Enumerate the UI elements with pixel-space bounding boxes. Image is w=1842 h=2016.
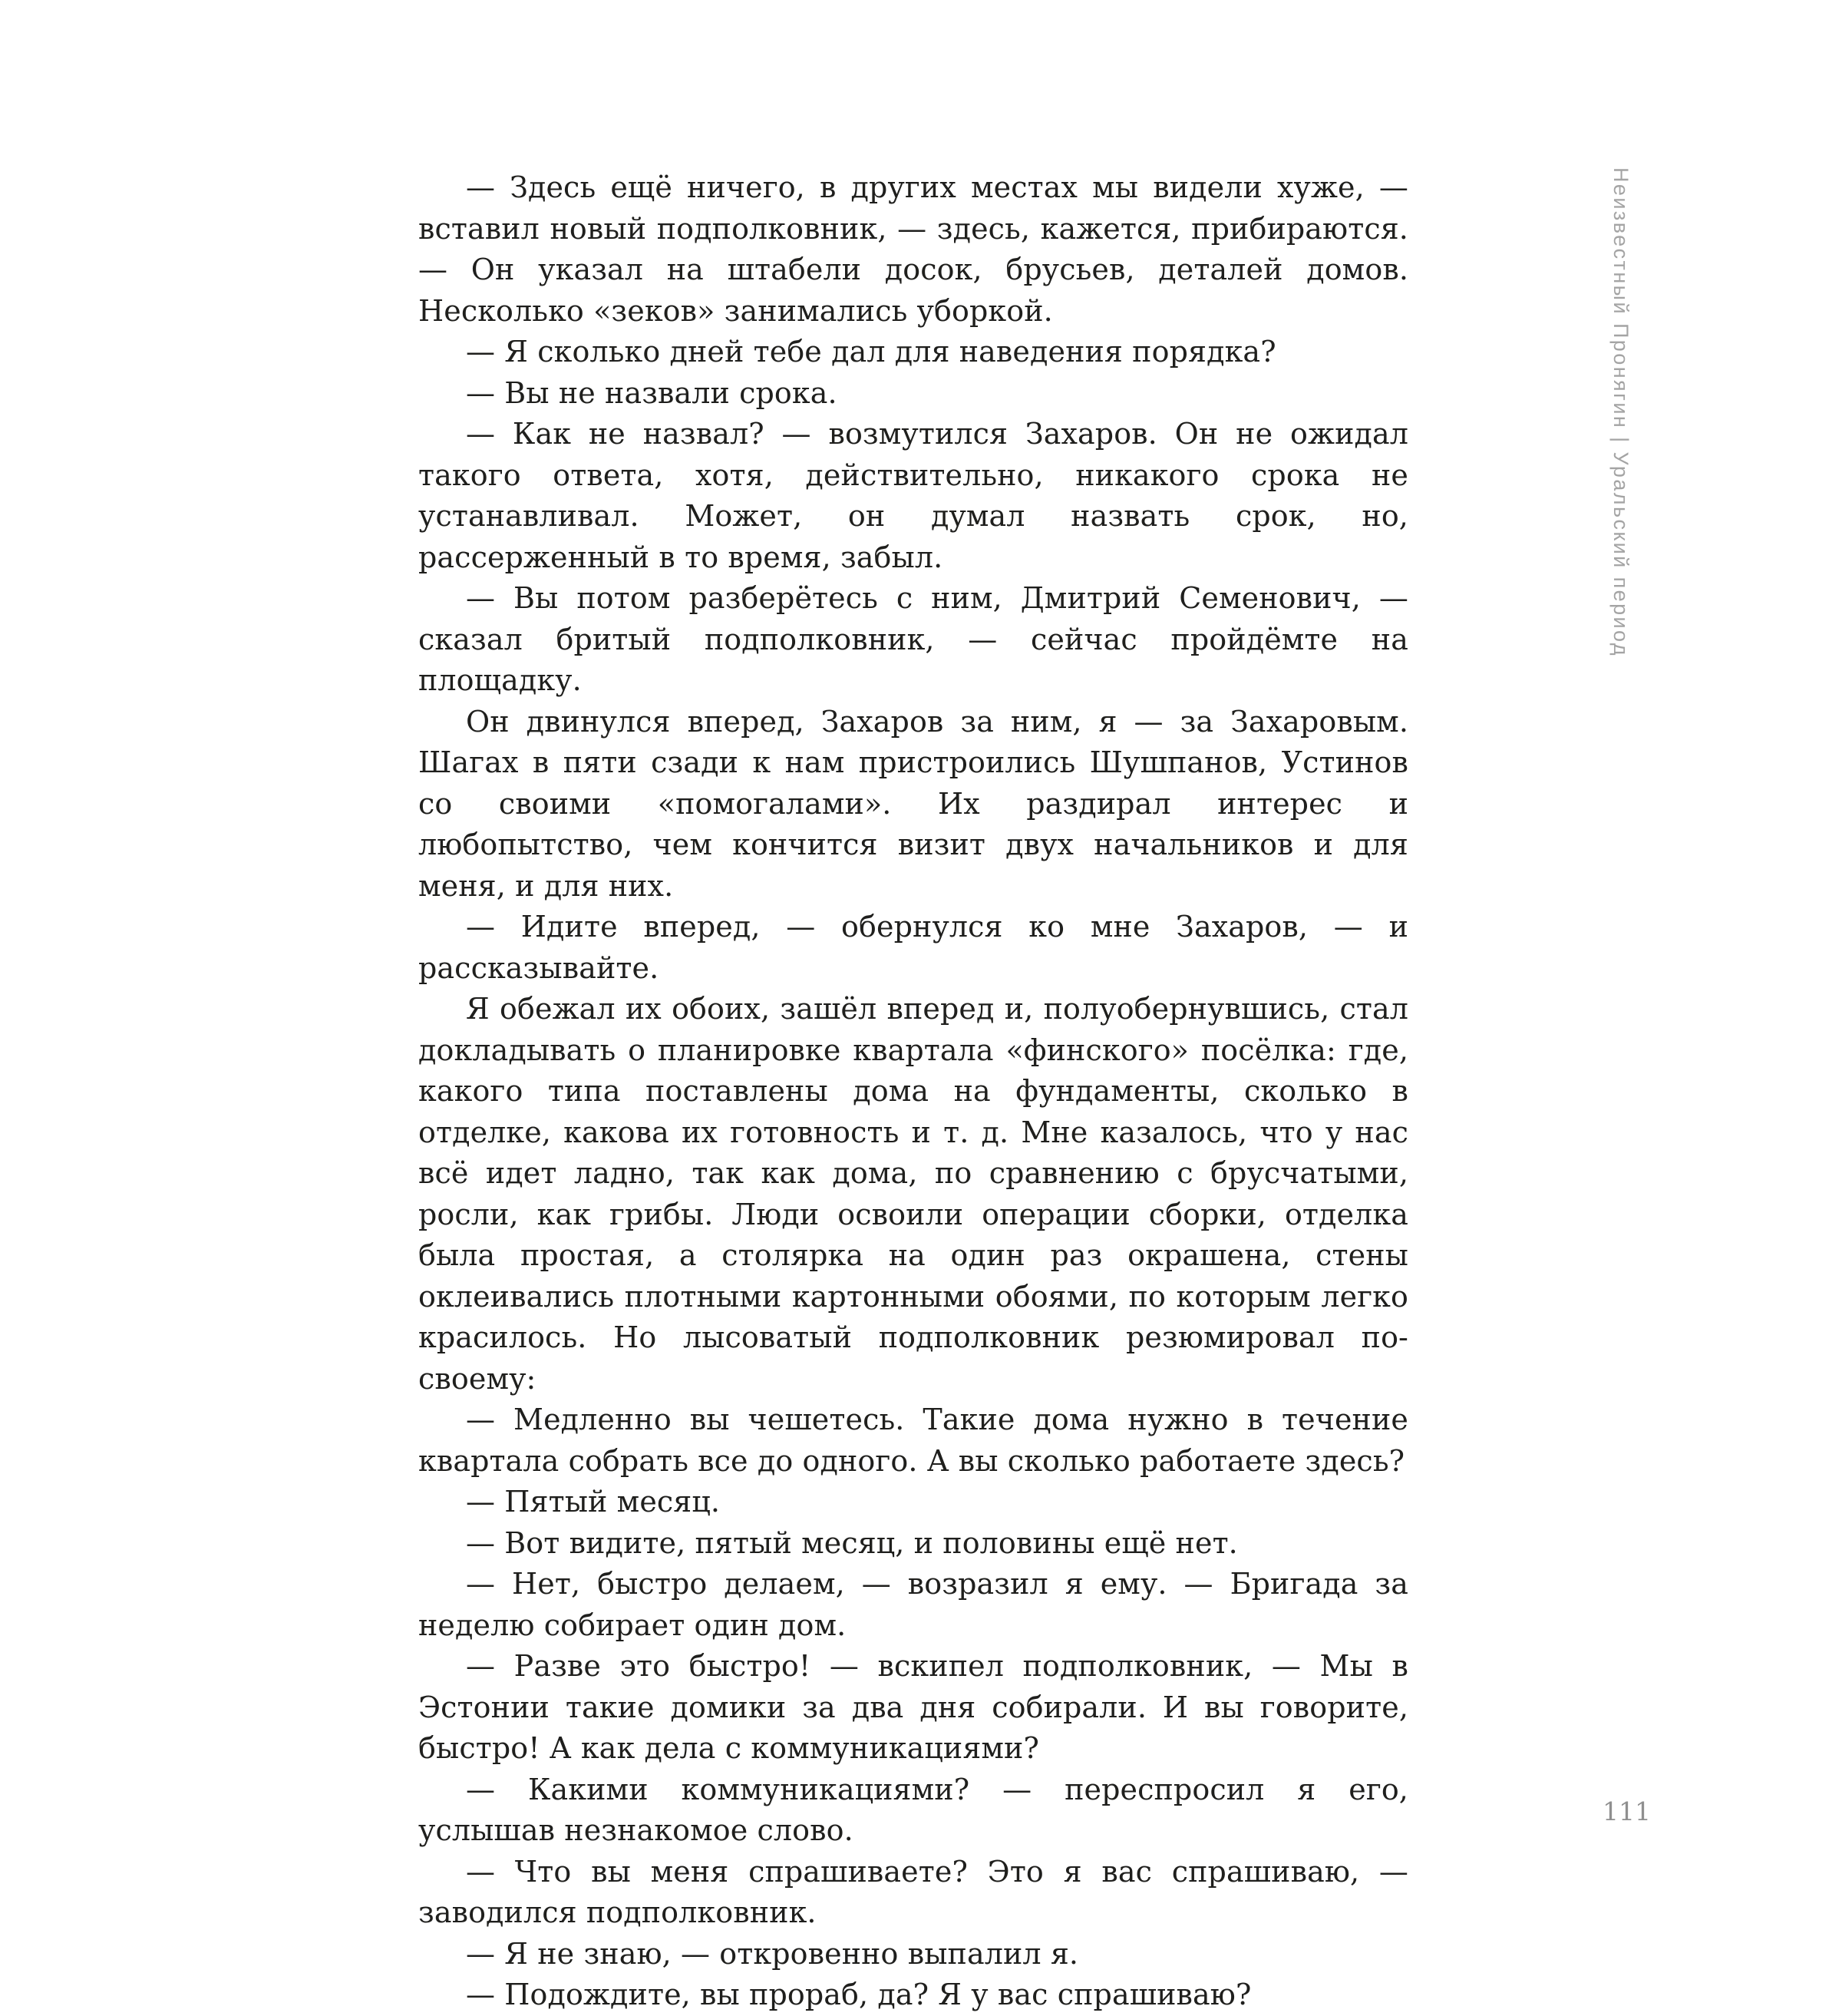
paragraph: — Нет, быстро делаем, — возразил я ему. — Бригада за неделю собирает один дом. [418,1567,1408,1642]
paragraph: — Я сколько дней тебе дал для наведения порядка? [466,335,1276,368]
page-number: 111 [1603,1796,1651,1826]
paragraph: — Как не назвал? — возмутился Захаров. Он не ожидал такого ответа, хотя, действительно, никакого срока не устанавливал. Может, он думал назвать срок, но, рассерженный в то время, забыл. [418,417,1408,574]
paragraph: — Вы не назвали срока. [466,375,837,410]
paragraph: — Что вы меня спрашиваете? Это я вас спрашиваю, — заводился подполковник. [418,1854,1408,1929]
paragraph: — Какими коммуникациями? — переспросил я его, услышав незнакомое слово. [418,1772,1408,1847]
paragraph: — Идите вперед, — обернулся ко мне Захаров, — и рассказывайте. [418,910,1408,985]
body-text [418,167,1408,2016]
paragraph: — Пятый месяц. [466,1485,721,1519]
paragraph: Я обежал их обоих, зашёл вперед и, полуобернувшись, стал докладывать о планировке квартала «финского» посёлка: где, какого типа поставлены дома на фундаменты, сколько в отделке, какова их готовность и т. д. Мне казалось, что у нас всё идет ладно, так как дома, по сравнению с брусчатыми, росли, как грибы. Люди освоили операции сборки, отделка была простая, а столярка на один раз окрашена, стены оклеивались плотными картонными обоями, по которым легко красилось. Но лысоватый подполковник резюмировал по-своему: [418,992,1408,1396]
paragraph: — Вот видите, пятый месяц, и половины ещё нет. [466,1525,1238,1560]
paragraph: — Я не знаю, — откровенно выпалил я. [466,1936,1079,1971]
paragraph: Он двинулся вперед, Захаров за ним, я — за Захаровым. Шагах в пяти сзади к нам пристроились Шушпанов, Устинов со своими «помогалами». Их раздирал интерес и любопытство, чем кончится визит двух начальников и для меня, и для них. [418,704,1408,903]
paragraph: — Здесь ещё ничего, в других местах мы видели хуже, — вставил новый подполковник, — здесь, кажется, прибираются. — Он указал на штабели досок, брусьев, деталей домов. Несколько «зеков» занимались уборкой. [418,170,1408,328]
running-head-vertical: Неизвестный Пронягин | Уральский период [1609,167,1632,658]
paragraph: — Подождите, вы прораб, да? Я у вас спрашиваю? [466,1978,1252,2011]
paragraph: — Медленно вы чешетесь. Такие дома нужно в течение квартала собрать все до одного. А вы сколько работаете здесь? [418,1403,1408,1478]
paragraph: — Разве это быстро! — вскипел подполковник, — Мы в Эстонии такие домики за два дня собирали. И вы говорите, быстро! А как дела с коммуникациями? [418,1649,1408,1765]
paragraph: — Вы потом разберётесь с ним, Дмитрий Семенович, — сказал бритый подполковник, — сейчас пройдёмте на площадку. [418,581,1408,697]
